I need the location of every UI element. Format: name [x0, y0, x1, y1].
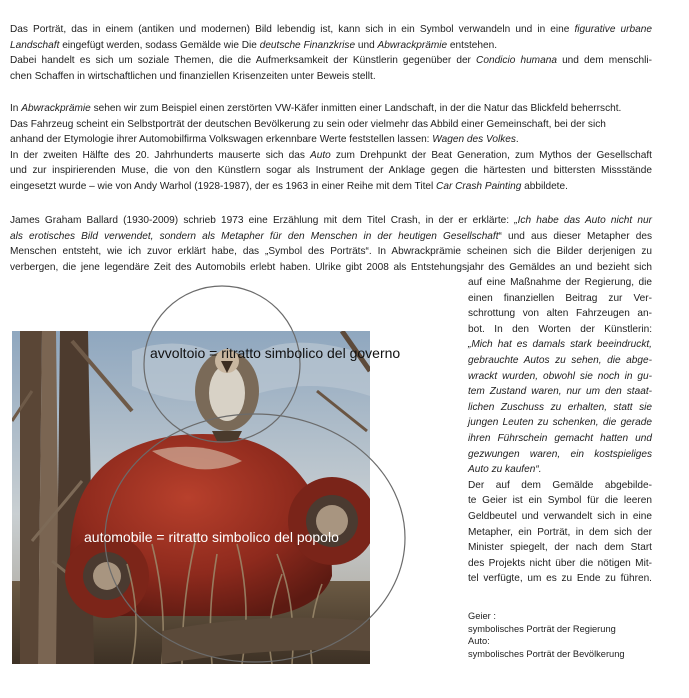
legend-car-desc: symbolisches Porträt der Bevölkerung	[468, 648, 625, 659]
text-line: Das Porträt, das in einem (antiken und modernen) Bild lebendig ist, kann sich in ein Symbol verwandeln und in eine figurative urbane	[10, 24, 652, 35]
text-line: auf eine Maßnahme der Regierung, die	[468, 277, 652, 288]
symbol-legend	[468, 610, 668, 660]
text-line: In Abwrackprämie sehen wir zum Beispiel einen zerstörten VW-Käfer inmitten einer Landschaft, in der die Natur das Blickfeld beherrscht.	[10, 103, 622, 114]
text-line: bot. In den Worten der Künstlerin:	[468, 323, 652, 335]
text-line: Geldbeutel und verwandelt sich in eine	[468, 510, 652, 522]
text-line: Dabei handelt es sich um soziale Themen, die die Aufmerksamkeit der Künstlerin gegenüber der Condicio humana und dem menschli-	[10, 55, 652, 67]
text-line: te Geier ist ein Symbol für die leeren	[468, 495, 652, 507]
quote-line: Auto zu kaufen“.	[468, 464, 542, 476]
text-line: Menschen entsteht, wie ich zuvor erklärt habe, das „Symbol des Porträts“. In Abwrackprämie scheinen sich die Bilder derjenigen zu	[10, 246, 652, 258]
text-line: tel verfügte, um es zu Ende zu führen.	[468, 573, 652, 585]
text-line: In der zweiten Hälfte des 20. Jahrhunderts mauserte sich das Auto zum Drehpunkt der Beat Generation, zum Mythos der Gesellschaft	[10, 149, 652, 161]
text-line: Landschaft eingefügt werden, sodass Gemälde wie Die deutsche Finanzkrise und Abwrackprämie entstehen.	[10, 39, 498, 51]
legend-vulture-title: Geier :	[468, 611, 496, 621]
painting-artwork	[12, 331, 370, 664]
text-line: als erotisches Bild verwendet, sondern als Metapher für den Menschen in der heutigen Gesellschaft“ und aus dieser Metapher des	[10, 230, 652, 242]
quote-line: wrackt wurden, obwohl sie noch in gu-	[468, 370, 652, 382]
text-line: des Projekts nicht über die nötigen Mit-	[468, 557, 652, 569]
quote-line: „Mich hat es damals stark beeindruckt,	[468, 339, 652, 351]
text-line: einen finanziellen Beitrag zur Ver-	[468, 292, 652, 304]
quote-line: tem Zustand waren, nur um den staat-	[468, 386, 652, 398]
text-line: Metapher, ein Porträt, in dem sich der	[468, 526, 652, 538]
painting-image	[12, 331, 370, 664]
intro-paragraph	[10, 22, 652, 84]
text-line: James Graham Ballard (1930-2009) schrieb 1973 eine Erzählung mit dem Titel Crash, in der er erklärte: „Ich habe das Auto nicht nur	[10, 215, 652, 226]
ballard-paragraph	[10, 213, 652, 275]
text-line: eingesetzt wurde – wie von Andy Warhol (1928-1987), der es 1963 in einer Reihe mit dem Titel Car Crash Painting abbildete.	[10, 180, 568, 192]
side-column-text	[468, 275, 652, 587]
quote-line: lichen Zuschuss zu erhalten, statt sie	[468, 401, 652, 413]
text-line: chen Schaffen in wirtschaftlichen und finanziellen Krisenzeiten unter Beweis stellt.	[10, 70, 376, 82]
quote-line: ihren Führschein gemacht hatten und	[468, 432, 652, 444]
text-line: Das Fahrzeug scheint ein Selbstporträt der deutschen Bevölkerung zu sein oder vielmehr das Abbild einer Gemeinschaft, bei der sich	[10, 118, 606, 130]
quote-line: gezwungen waren, ein kostspieliges	[468, 448, 652, 460]
text-line: Minister spiegelt, der nach dem Start	[468, 542, 652, 554]
legend-vulture-desc: symbolisches Porträt der Regierung	[468, 623, 616, 634]
vulture-annotation: avvoltoio = ritratto simbolico del governo	[150, 345, 401, 361]
abwrackpraemie-paragraph	[10, 101, 652, 195]
quote-line: jungen Leuten zu schenken, die gerade	[468, 417, 652, 429]
text-line: anhand der Etymologie ihrer Automobilfirma Volkswagen erkennbare Werte feststellen lassen: Wagen des Volkes.	[10, 134, 519, 146]
text-line: Der auf dem Gemälde abgebilde-	[468, 479, 652, 491]
text-line: verbergen, die jene legendäre Zeit des Automobils erlebt haben. Ulrike gibt 2008 als Entstehungsjahr des Gemäldes an und bezieht sich	[10, 261, 652, 273]
quote-line: gebrauchte Autos zu sehen, die abge-	[468, 354, 652, 366]
text-line: und zur inspirierenden Muse, die von den Künstlern sogar als Instrument der Anklage gegen die härtesten und bittersten Missstände	[10, 165, 652, 177]
car-annotation: automobile = ritratto simbolico del popolo	[84, 529, 339, 545]
text-line: schrottung von alten Fahrzeugen an-	[468, 308, 652, 320]
legend-car-title: Auto:	[468, 636, 490, 647]
